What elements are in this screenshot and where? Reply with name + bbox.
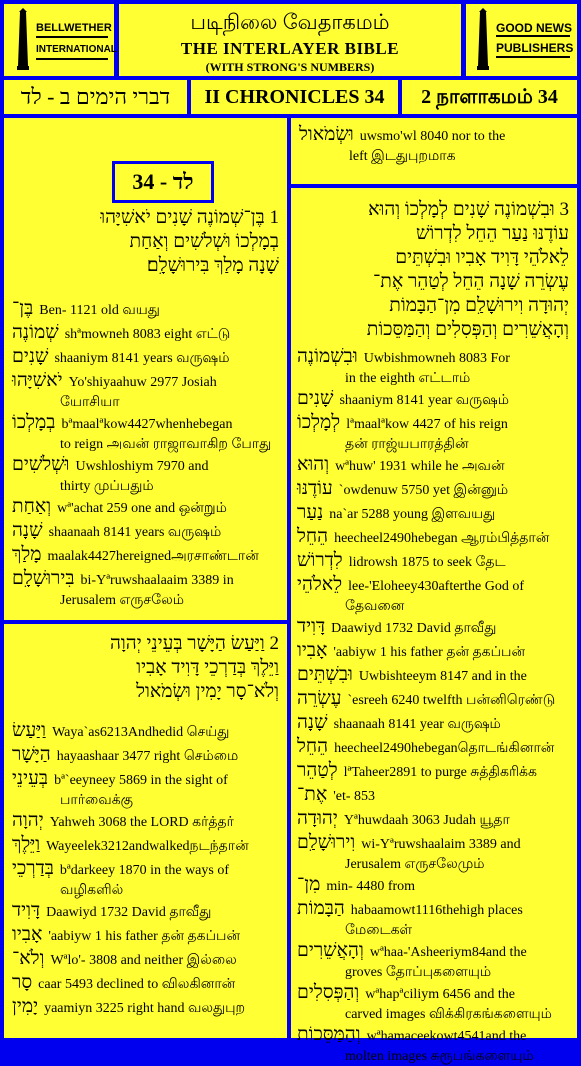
- word-gloss-cont: பார்வைக்கு: [60, 793, 134, 808]
- verse2-panel: [4, 624, 287, 1038]
- word-gloss: Daawiyd 1732 David தாவீது: [331, 621, 497, 636]
- word-gloss: maalak4427hereignedஅரசாண்டான்: [47, 549, 259, 564]
- bellwether-logo: [4, 4, 117, 76]
- word-gloss: Waya`as6213Andhedid செய்து: [52, 725, 230, 740]
- verse3-hebrew-line: 3 וּבִשְׁמוֹנֶה שָׁנִים לְמָלְכוֹ וְהוּא: [368, 199, 569, 220]
- word-gloss: caar 5493 declined to விலகினான்: [38, 977, 236, 992]
- word-hebrew: הַבָּמוֹת: [297, 898, 345, 919]
- word-hebrew: בֶּן־: [12, 298, 34, 319]
- word-gloss-cont: groves தோப்புகளையும்: [345, 965, 492, 980]
- verse2-hebrew-line: וְלֹא־סָר יָמִין וּשְׂמֹאול: [136, 681, 279, 702]
- title-block: [119, 4, 461, 76]
- word-hebrew: מָלַךְ: [12, 544, 42, 565]
- word-entry: [297, 832, 573, 874]
- verse3-hebrew-line: עוֹדֶנּוּ נַעַר הֵחֵל לִדְרוֹשׁ: [415, 223, 569, 244]
- word-entry: [297, 940, 573, 982]
- word-gloss-cont: carved images விக்கிரகங்களையும்: [345, 1007, 552, 1022]
- word-gloss: Uwbishteeym 8147 and in the: [358, 669, 527, 684]
- word-hebrew: נַעַר: [297, 502, 324, 523]
- word-hebrew: וִירוּשָׁלִַם: [297, 832, 356, 853]
- word-hebrew: שָׁנָה: [12, 520, 43, 541]
- word-gloss: Uwbishmowneh 8083 For: [363, 351, 510, 366]
- word-entry: [297, 982, 573, 1024]
- word-entry: [297, 1024, 573, 1066]
- word-hebrew: אָבִיו: [12, 924, 43, 945]
- word-gloss: min- 4480 from: [326, 879, 416, 894]
- logo-right-line1: GOOD NEWS: [496, 21, 573, 35]
- word-entry: [297, 550, 573, 574]
- word-gloss-cont: யோசியா: [60, 395, 120, 410]
- word-hebrew: שָׁנִים: [12, 346, 49, 367]
- word-hebrew: וּבִשְׁמוֹנֶה: [297, 346, 358, 367]
- word-entry: [297, 346, 573, 388]
- word-entry: [297, 736, 573, 760]
- word-hebrew: יְהוּדָה: [297, 808, 338, 829]
- word-hebrew: יְהוָה: [12, 810, 44, 831]
- word-gloss: Yo'shiyaahuw 2977 Josiah: [68, 375, 217, 390]
- word-gloss: wªhaa-'Asheeriym84and the: [369, 945, 527, 960]
- logo-left-line2: INTERNATIONAL: [36, 44, 117, 55]
- word-hebrew: הֵחֵל: [297, 736, 329, 757]
- word-entry: [297, 574, 573, 616]
- logo-right-line2: PUBLISHERS: [496, 41, 574, 55]
- word-entry: [12, 568, 282, 610]
- word-gloss: 'aabiyw 1 his father தன் தகப்பன்: [48, 929, 241, 944]
- word-gloss-cont: தன் ராஜ்யபாரத்தின்: [345, 437, 469, 452]
- word-entry: [12, 520, 282, 544]
- word-gloss: yaamiyn 3225 right hand வலதுபுற: [44, 1001, 246, 1016]
- verse2-hebrew-line: 2 וַיַּעַשׂ הַיָּשָׁר בְּעֵינֵי יְהוָה: [110, 633, 279, 654]
- word-hebrew: לֵאלֹהֵי: [297, 574, 343, 595]
- verse1-word-list: [12, 298, 282, 610]
- verse3-hebrew-line: עֶשְׂרֵה שָׁנָה הֵחֵל לְטַהֵר אֶת־: [373, 271, 569, 292]
- verse3-hebrew-line: לֵאלֹהֵי דָּוִיד אָבִיו וּבִשְׁתֵּים: [395, 247, 569, 268]
- word-gloss: hayaashaar 3477 right செம்மை: [56, 749, 239, 764]
- goodnews-logo: [466, 4, 577, 76]
- word-entry: [12, 496, 282, 520]
- word-hebrew: אֶת־: [297, 784, 328, 805]
- word-gloss: `owdenuw 5750 yet இன்னும்: [338, 483, 509, 498]
- verse1-hebrew-line: בְמָלְכוֹ וּשְׁלֹשִׁים וְאַחַת: [129, 231, 279, 252]
- word-entry: [12, 412, 282, 454]
- word-hebrew: אָבִיו: [297, 640, 328, 661]
- word-hebrew: וְהַפְּסִלִים: [297, 982, 360, 1003]
- verse2-hebrew-line: וַיֵּלֶךְ בְּדַרְכֵי דָּוִיד אָבִיו: [136, 657, 279, 678]
- word-gloss: lªTaheer2891 to purge சுத்திகரிக்க: [343, 765, 537, 780]
- word-entry: [297, 898, 573, 940]
- word-entry: [12, 744, 282, 768]
- word-hebrew: וַיֵּלֶךְ: [12, 834, 41, 855]
- lighthouse-icon: [472, 8, 494, 72]
- word-entry: [12, 768, 282, 810]
- word-gloss-cont: மேடைகள்: [345, 923, 413, 938]
- word-entry: [297, 478, 573, 502]
- word-entry: [297, 874, 573, 898]
- word-hebrew: בְּעֵינֵי: [12, 768, 49, 789]
- verse2-word-list: [12, 720, 282, 1020]
- word-hebrew: בְּדַרְכֵי: [12, 858, 54, 879]
- header-hebrew-book: דברי הימים ב - לד: [4, 80, 187, 114]
- word-gloss: 'et- 853: [333, 789, 376, 804]
- word-gloss: shªmowneh 8083 eight எட்டு: [64, 327, 231, 342]
- word-gloss: heecheel2490hebegan ஆரம்பித்தான்: [334, 531, 550, 546]
- verse1-hebrew: [11, 206, 279, 278]
- word-entry: [12, 924, 282, 948]
- word-gloss-cont: molten images சுரூபங்களையும்: [345, 1049, 534, 1064]
- word-gloss-cont: தேவனை: [345, 599, 405, 614]
- word-entry: [12, 544, 282, 568]
- word-hebrew: לְטַהֵר: [297, 760, 338, 781]
- word-gloss: wªhamaceekowt4541and the: [366, 1029, 527, 1044]
- word-gloss: Yªhuwdaah 3063 Judah யூதா: [343, 813, 510, 828]
- word-gloss: bªdarkeey 1870 in the ways of: [59, 863, 229, 878]
- word-gloss: Uwshloshiym 7970 and: [75, 459, 209, 474]
- word-gloss: lidrowsh 1875 to seek தேட: [348, 555, 506, 570]
- word-hebrew: וְאַחַת: [12, 496, 52, 517]
- word-gloss: wi-Yªruwshaalaim 3389 and: [361, 837, 521, 852]
- word-entry: [297, 712, 573, 736]
- word-gloss: shaaniym 8141 year வருஷம்: [339, 393, 510, 408]
- word-gloss: Ben- 1121 old வயது: [39, 303, 160, 318]
- word-gloss-cont: thirty முப்பதும்: [60, 479, 154, 494]
- word-entry: [12, 370, 282, 412]
- verse3-hebrew-line: וְהָאֲשֵׁרִים וְהַפְּסִלִים וְהַמַּסֵּכוֹת: [366, 319, 569, 340]
- word-gloss-cont: Jerusalem எருசலேமும்: [345, 857, 485, 872]
- word-entry: [12, 810, 282, 834]
- verse2-end-panel: [291, 118, 577, 184]
- word-entry: [297, 526, 573, 550]
- verse3-hebrew-line: יְהוּדָה וִירוּשָׁלִַם מִן־הַבָּמוֹת: [389, 295, 569, 316]
- word-hebrew: הַיָּשָׁר: [12, 744, 51, 765]
- word-entry: [12, 298, 282, 322]
- verse1-panel: [4, 118, 287, 620]
- word-entry: [12, 996, 282, 1020]
- word-hebrew: וּשְׂמֹאול: [299, 124, 354, 145]
- word-hebrew: שָׁנִים: [297, 388, 334, 409]
- word-entry: [12, 454, 282, 496]
- word-hebrew: הֵחֵל: [297, 526, 329, 547]
- logo-left-line1: BELLWETHER: [36, 22, 112, 34]
- word-hebrew: דָּוִיד: [297, 616, 326, 637]
- word-hebrew: יָמִין: [12, 996, 39, 1017]
- word-entry: [297, 640, 573, 664]
- word-gloss: bi-Yªruwshaalaaim 3389 in: [80, 573, 234, 588]
- word-hebrew: בִּירוּשָׁלִָם: [12, 568, 75, 589]
- word-gloss: habaamowt1116thehigh places: [350, 903, 523, 918]
- word-hebrew: וְלֹא־: [12, 948, 45, 969]
- word-gloss: Wªlo'- 3808 and neither இல்லை: [50, 953, 237, 968]
- word-entry: [12, 322, 282, 346]
- word-entry: [297, 388, 573, 412]
- word-entry: [297, 808, 573, 832]
- word-entry: [12, 858, 282, 900]
- verse2-hebrew: [11, 632, 279, 704]
- word-entry: [299, 124, 571, 166]
- word-entry: [297, 784, 573, 808]
- word-gloss: Daawiyd 1732 David தாவீது: [46, 905, 212, 920]
- word-gloss: shaaniym 8141 years வருஷம்: [54, 351, 230, 366]
- word-gloss-cont: in the eighth எட்டாம்: [345, 371, 471, 386]
- word-hebrew: שְׁמוֹנֶה: [12, 322, 59, 343]
- word-gloss: wª'achat 259 one and ஒன்றும்: [57, 501, 227, 516]
- word-gloss: bªmaalªkow4427whenhebegan: [61, 417, 233, 432]
- word-entry: [12, 346, 282, 370]
- word-gloss: 'aabiyw 1 his father தன் தகப்பன்: [333, 645, 526, 660]
- word-gloss: heecheel2490hebeganதொடங்கினான்: [334, 741, 555, 756]
- word-hebrew: וּשְׁלֹשִׁים: [12, 454, 70, 475]
- word-entry: [297, 412, 573, 454]
- title-tamil: படிநிலை வேதாகமம்: [190, 10, 390, 34]
- header-english-book: II CHRONICLES 34: [191, 80, 398, 114]
- word-hebrew: בְמָלְכוֹ: [12, 412, 56, 433]
- word-entry: [12, 834, 282, 858]
- word-hebrew: וְהָאֲשֵׁרִים: [297, 940, 364, 961]
- word-gloss: lee-'Eloheey430afterthe God of: [348, 579, 524, 594]
- title-english: THE INTERLAYER BIBLE: [180, 39, 400, 58]
- word-entry: [297, 502, 573, 526]
- word-hebrew: דָּוִיד: [12, 900, 41, 921]
- word-entry: [297, 664, 573, 688]
- word-gloss-cont: left இடதுபுறமாக: [349, 149, 456, 164]
- word-gloss: bª`eeyneey 5869 in the sight of: [54, 773, 228, 788]
- word-entry: [297, 688, 573, 712]
- verse1-hebrew-line: 1 בֶּן־שְׁמוֹנֶה שָׁנִים יֹאשִׁיָּהוּ: [100, 207, 279, 228]
- word-gloss: shaanaah 8141 year வருஷம்: [333, 717, 501, 732]
- verse1-hebrew-line: שָׁנָה מָלַךְ בִּירוּשָׁלִָם׃: [146, 255, 279, 276]
- word-hebrew: עוֹדֶנּוּ: [297, 478, 333, 499]
- word-hebrew: וּבִשְׁתֵּים: [297, 664, 353, 685]
- word-gloss: `esreeh 6240 twelfth பன்னிரெண்டு: [347, 693, 556, 708]
- chapter-badge: לד - 34: [112, 161, 214, 203]
- word-gloss: shaanaah 8141 years வருஷம்: [48, 525, 222, 540]
- word-entry: [297, 616, 573, 640]
- word-hebrew: מִן־: [297, 874, 321, 895]
- header-tamil-book: 2 நாளாகமம் 34: [402, 80, 577, 114]
- word-hebrew: וְהַמַּסֵּכוֹת: [297, 1024, 361, 1045]
- word-entry: [12, 720, 282, 744]
- verse3-word-list: [297, 346, 573, 1066]
- word-hebrew: וְהוּא: [297, 454, 330, 475]
- word-hebrew: לְמָלְכוֹ: [297, 412, 341, 433]
- word-entry: [12, 948, 282, 972]
- word-gloss: wªhapªciliym 6456 and the: [365, 987, 515, 1002]
- lighthouse-icon: [12, 8, 34, 72]
- word-entry: [12, 900, 282, 924]
- word-hebrew: וַיַּעַשׂ: [12, 720, 47, 741]
- word-gloss: Yahweh 3068 the LORD கர்த்தர்: [49, 815, 234, 830]
- verse3-hebrew: [297, 198, 569, 342]
- word-entry: [297, 760, 573, 784]
- word-gloss: wªhuw' 1931 while he அவன்: [335, 459, 505, 474]
- word-hebrew: יֹאשִׁיָּהוּ: [12, 370, 63, 391]
- word-entry: [297, 454, 573, 478]
- title-subtitle: (WITH STRONG'S NUMBERS): [205, 60, 375, 74]
- word-gloss-cont: Jerusalem எருசலேம்: [60, 593, 184, 608]
- word-hebrew: לִדְרוֹשׁ: [297, 550, 343, 571]
- word-gloss: Wayeelek3212andwalkedநடந்தான்: [46, 839, 249, 854]
- word-gloss: lªmaalªkow 4427 of his reign: [346, 417, 508, 432]
- word-hebrew: סָר: [12, 972, 33, 993]
- word-hebrew: עֶשְׂרֵה: [297, 688, 342, 709]
- word-gloss-cont: to reign அவன் ராஜாவாகிற போது: [60, 437, 272, 452]
- word-gloss: uwsmo'wl 8040 nor to the: [359, 129, 506, 144]
- word-entry: [12, 972, 282, 996]
- word-hebrew: שָׁנָה: [297, 712, 328, 733]
- word-gloss: na`ar 5288 young இளவயது: [329, 507, 496, 522]
- verse3-panel: [291, 188, 577, 1064]
- word-gloss-cont: வழிகளில்: [60, 883, 124, 898]
